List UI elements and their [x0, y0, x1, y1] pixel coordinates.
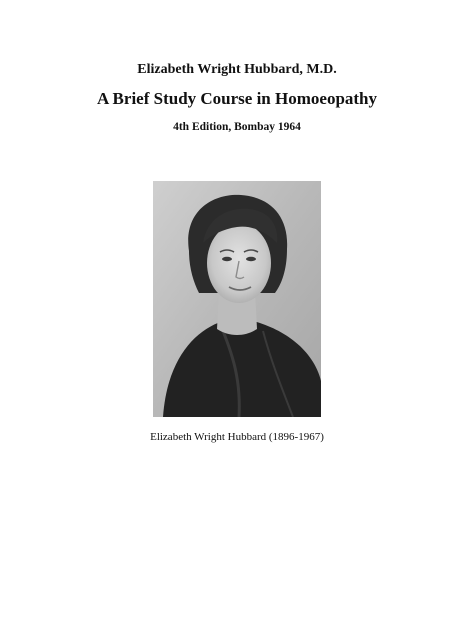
- right-eye: [246, 257, 256, 261]
- left-eye: [222, 257, 232, 261]
- photo-caption: Elizabeth Wright Hubbard (1896-1967): [150, 431, 324, 443]
- portrait-photo: [153, 181, 321, 417]
- edition-info: 4th Edition, Bombay 1964: [173, 121, 301, 133]
- portrait-illustration: [153, 181, 321, 417]
- author-name: Elizabeth Wright Hubbard, M.D.: [137, 62, 337, 77]
- book-title: A Brief Study Course in Homoeopathy: [96, 89, 378, 108]
